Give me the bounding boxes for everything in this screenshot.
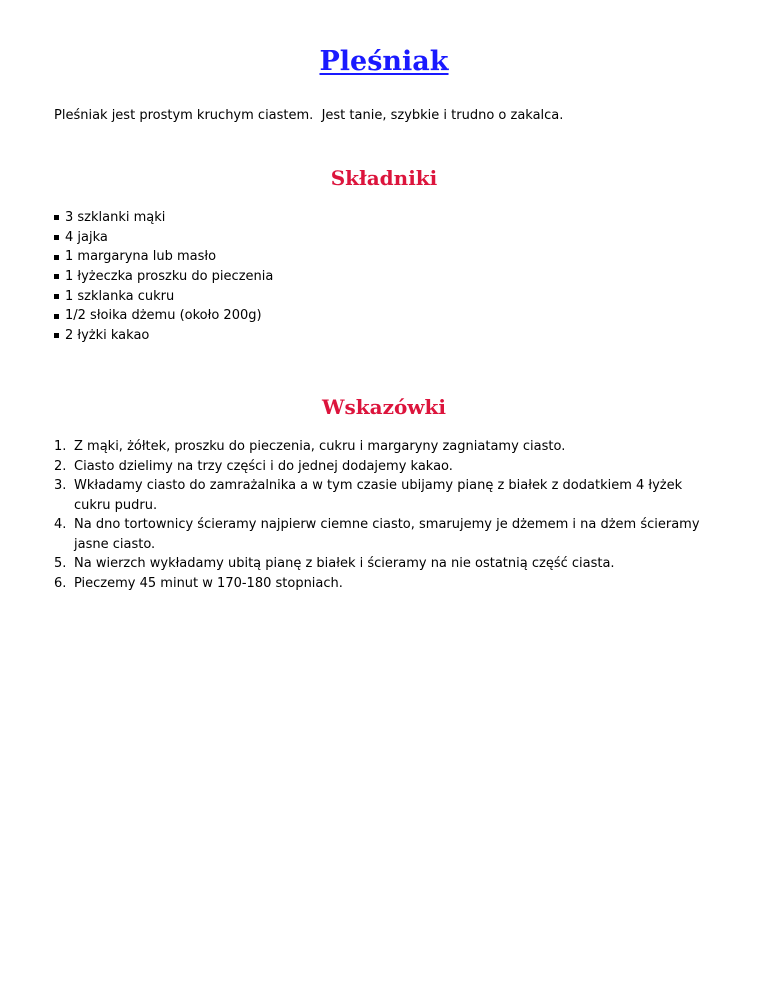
square-bullet-icon [54, 255, 59, 260]
square-bullet-icon [54, 215, 59, 220]
square-bullet-icon [54, 274, 59, 279]
step-number: 2. [54, 458, 67, 474]
ingredient-text: 4 jajka [65, 229, 108, 245]
step-text: Wkładamy ciasto do zamrażalnika a w tym czasie ubijamy pianę z białek z dodatkiem 4 łyżek cukru pudru. [74, 478, 683, 513]
directions-heading: Wskazówki [322, 395, 446, 419]
ingredient-text: 1 łyżeczka proszku do pieczenia [65, 269, 274, 285]
list-item [54, 437, 704, 457]
step-text: Ciasto dzielimy na trzy części i do jednej dodajemy kakao. [74, 458, 453, 474]
list-item [54, 208, 273, 228]
ingredient-text: 1 margaryna lub masło [65, 249, 217, 265]
list-item [54, 476, 704, 515]
step-text: Na dno tortownicy ścieramy najpierw ciemne ciasto, smarujemy je dżemem i na dżem ścieramy jasne ciasto. [74, 517, 700, 552]
ingredient-text: 3 szklanki mąki [65, 210, 166, 225]
ingredients-list [54, 208, 273, 346]
list-item [54, 574, 704, 594]
list-item [54, 287, 273, 307]
list-item [54, 457, 704, 477]
ingredient-text: 1 szklanka cukru [65, 288, 175, 304]
step-number: 3. [54, 478, 67, 493]
square-bullet-icon [54, 333, 59, 338]
list-item [54, 247, 273, 267]
square-bullet-icon [54, 314, 59, 319]
intro-paragraph: Pleśniak jest prostym kruchym ciastem. Jest tanie, szybkie i trudno o zakalca. [54, 108, 564, 123]
list-item [54, 267, 273, 287]
step-number: 6. [54, 575, 67, 591]
step-number: 5. [54, 556, 67, 571]
page-title [0, 44, 768, 80]
square-bullet-icon [54, 294, 59, 299]
step-text: Pieczemy 45 minut w 170-180 stopniach. [74, 575, 343, 591]
step-number: 1. [54, 439, 67, 454]
list-item [54, 228, 273, 248]
ingredient-text: 2 łyżki kakao [65, 328, 150, 344]
title-link[interactable]: Pleśniak [319, 46, 449, 77]
step-text: Z mąki, żółtek, proszku do pieczenia, cukru i margaryny zagniatamy ciasto. [74, 439, 566, 454]
step-text: Na wierzch wykładamy ubitą pianę z białek i ścieramy na nie ostatnią część ciasta. [74, 556, 615, 571]
list-item [54, 515, 704, 554]
list-item [54, 554, 704, 574]
ingredients-heading: Składniki [330, 166, 438, 190]
ingredient-text: 1/2 słoika dżemu (około 200g) [65, 308, 262, 324]
square-bullet-icon [54, 235, 59, 240]
directions-list [54, 437, 704, 593]
list-item [54, 306, 273, 326]
list-item [54, 326, 273, 346]
step-number: 4. [54, 517, 67, 532]
